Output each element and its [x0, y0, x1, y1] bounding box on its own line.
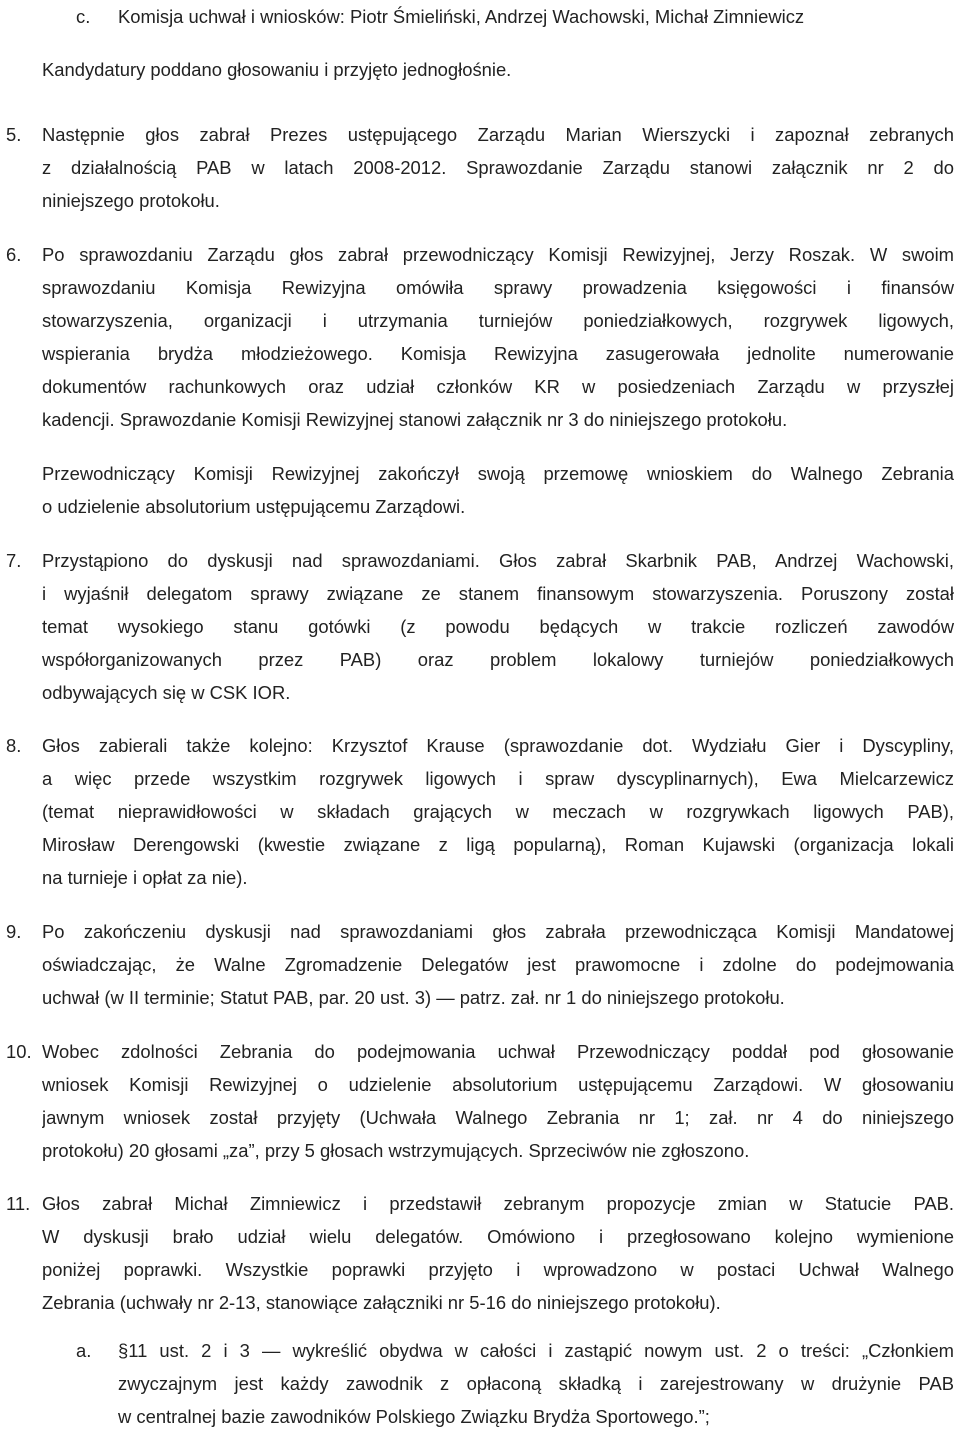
text-line: stowarzyszenia, organizacji i utrzymania turniejów poniedziałkowych, rozgrywek ligowych,	[42, 310, 954, 331]
text-line: Po sprawozdaniu Zarządu głos zabrał przewodniczący Komisji Rewizyjnej, Jerzy Roszak. W swoim	[42, 244, 954, 265]
paragraph-line	[0, 370, 960, 403]
text-line: Kandydatury poddano głosowaniu i przyjęto jednogłośnie.	[42, 59, 512, 80]
text-line: Wobec zdolności Zebrania do podejmowania uchwał Przewodniczący poddał pod głosowanie	[42, 1041, 954, 1062]
text-line: Następnie głos zabrał Prezes ustępującego Zarządu Marian Wierszycki i zapoznał zebranych	[42, 124, 954, 145]
list-marker: 7.	[6, 550, 22, 571]
text-line: Po zakończeniu dyskusji nad sprawozdaniami głos zabrała przewodnicząca Komisji Mandatowej	[42, 921, 954, 942]
paragraph-line	[0, 861, 960, 894]
list-item-a	[0, 1334, 960, 1367]
paragraph-line	[0, 762, 960, 795]
paragraph-line	[0, 1367, 960, 1400]
text-line: temat wysokiego stanu gotówki (z powodu będących w trakcie rozliczeń zawodów	[42, 616, 954, 637]
paragraph-line	[0, 1400, 960, 1433]
text-line: niniejszego protokołu.	[42, 190, 220, 211]
text-line: oświadczając, że Walne Zgromadzenie Delegatów jest prawomocne i zdolne do podejmowania	[42, 954, 954, 975]
text-line: Głos zabierali także kolejno: Krzysztof Krause (sprawozdanie dot. Wydziału Gier i Dyscypliny,	[42, 735, 954, 756]
list-marker: a.	[76, 1340, 92, 1361]
list-marker: 10.	[6, 1041, 32, 1062]
list-item-c	[0, 0, 960, 33]
text-line: z działalnością PAB w latach 2008-2012. Sprawozdanie Zarządu stanowi załącznik nr 2 do	[42, 157, 954, 178]
text-line: jawnym wniosek został przyjęty (Uchwała Walnego Zebrania nr 1; zał. nr 4 do niniejszego	[42, 1107, 954, 1128]
text-line: wniosek Komisji Rewizyjnej o udzielenie absolutorium ustępującemu Zarządowi. W głosowaniu	[42, 1074, 954, 1095]
paragraph-line	[0, 828, 960, 861]
paragraph-line	[0, 948, 960, 981]
paragraph-line	[0, 304, 960, 337]
text-line: zwyczajnym jest każdy zawodnik z opłaconą składką i zarejestrowany w drużynie PAB	[118, 1373, 954, 1394]
text-line: o udzielenie absolutorium ustępującemu Zarządowi.	[42, 496, 466, 517]
list-marker: 9.	[6, 921, 22, 942]
paragraph-line	[0, 151, 960, 184]
list-item-11	[0, 1187, 960, 1220]
text-line: Komisja uchwał i wniosków: Piotr Śmieliński, Andrzej Wachowski, Michał Zimniewicz	[118, 6, 805, 27]
paragraph-line	[0, 403, 960, 436]
text-line: W dyskusji brało udział wielu delegatów. Omówiono i przegłosowano kolejno wymienione	[42, 1226, 954, 1247]
paragraph-line	[0, 577, 960, 610]
text-line: poniżej poprawki. Wszystkie poprawki przyjęto i wprowadzono w postaci Uchwał Walnego	[42, 1259, 954, 1280]
text-line: współorganizowanych przez PAB) oraz problem lokalowy turniejów poniedziałkowych	[42, 649, 954, 670]
list-marker: 6.	[6, 244, 22, 265]
paragraph-line	[0, 1101, 960, 1134]
paragraph-line	[0, 53, 960, 86]
text-line: Głos zabrał Michał Zimniewicz i przedstawił zebranym propozycje zmian w Statucie PAB.	[42, 1193, 954, 1214]
text-line: wspierania brydża młodzieżowego. Komisja Rewizyjna zasugerowała jednolite numerowanie	[42, 343, 954, 364]
paragraph-line	[0, 795, 960, 828]
list-marker: c.	[76, 6, 91, 27]
text-line: Zebrania (uchwały nr 2-13, stanowiące załączniki nr 5-16 do niniejszego protokołu).	[42, 1292, 721, 1313]
list-item-6	[0, 238, 960, 271]
paragraph-line	[0, 1068, 960, 1101]
paragraph-line	[0, 1286, 960, 1319]
paragraph-line	[0, 643, 960, 676]
list-item-5	[0, 118, 960, 151]
paragraph-line	[0, 1253, 960, 1286]
text-line: a więc przede wszystkim rozgrywek ligowych i spraw dyscyplinarnych), Ewa Mielcarzewicz	[42, 768, 954, 789]
paragraph-line	[0, 490, 960, 523]
paragraph-line	[0, 610, 960, 643]
paragraph-line	[0, 1220, 960, 1253]
list-marker: 8.	[6, 735, 22, 756]
text-line: (temat nieprawidłowości w składach grających w meczach w rozgrywkach ligowych PAB),	[42, 801, 954, 822]
list-marker: 5.	[6, 124, 22, 145]
list-item-7	[0, 544, 960, 577]
paragraph-line	[0, 184, 960, 217]
paragraph-line	[0, 271, 960, 304]
paragraph-line	[0, 457, 960, 490]
text-line: Przewodniczący Komisji Rewizyjnej zakończył swoją przemowę wnioskiem do Walnego Zebrania	[42, 463, 954, 484]
text-line: w centralnej bazie zawodników Polskiego Związku Brydża Sportowego.”;	[118, 1406, 710, 1427]
text-line: i wyjaśnił delegatom sprawy związane ze stanem finansowym stowarzyszenia. Poruszony został	[42, 583, 954, 604]
text-line: kadencji. Sprawozdanie Komisji Rewizyjnej stanowi załącznik nr 3 do niniejszego protokołu.	[42, 409, 788, 430]
text-line: dokumentów rachunkowych oraz udział członków KR w posiedzeniach Zarządu w przyszłej	[42, 376, 954, 397]
list-item-8	[0, 729, 960, 762]
text-line: uchwał (w II terminie; Statut PAB, par. 20 ust. 3) — patrz. zał. nr 1 do niniejszego protokołu.	[42, 987, 785, 1008]
list-marker: 11.	[6, 1193, 31, 1214]
text-line: odbywających się w CSK IOR.	[42, 682, 291, 703]
list-item-9	[0, 915, 960, 948]
paragraph-line	[0, 981, 960, 1014]
text-line: na turnieje i opłat za nie).	[42, 867, 248, 888]
paragraph-line	[0, 337, 960, 370]
list-item-10	[0, 1035, 960, 1068]
text-line: Przystąpiono do dyskusji nad sprawozdaniami. Głos zabrał Skarbnik PAB, Andrzej Wachowski,	[42, 550, 954, 571]
text-line: sprawozdaniu Komisja Rewizyjna omówiła sprawy prowadzenia księgowości i finansów	[42, 277, 954, 298]
text-line: protokołu) 20 głosami „za”, przy 5 głosach wstrzymujących. Sprzeciwów nie zgłoszono.	[42, 1140, 750, 1161]
paragraph-line	[0, 676, 960, 709]
paragraph-line	[0, 1134, 960, 1167]
text-line: §11 ust. 2 i 3 — wykreślić obydwa w całości i zastąpić nowym ust. 2 o treści: „Członkiem	[118, 1340, 954, 1361]
text-line: Mirosław Derengowski (kwestie związane z ligą popularną), Roman Kujawski (organizacja lokali	[42, 834, 954, 855]
